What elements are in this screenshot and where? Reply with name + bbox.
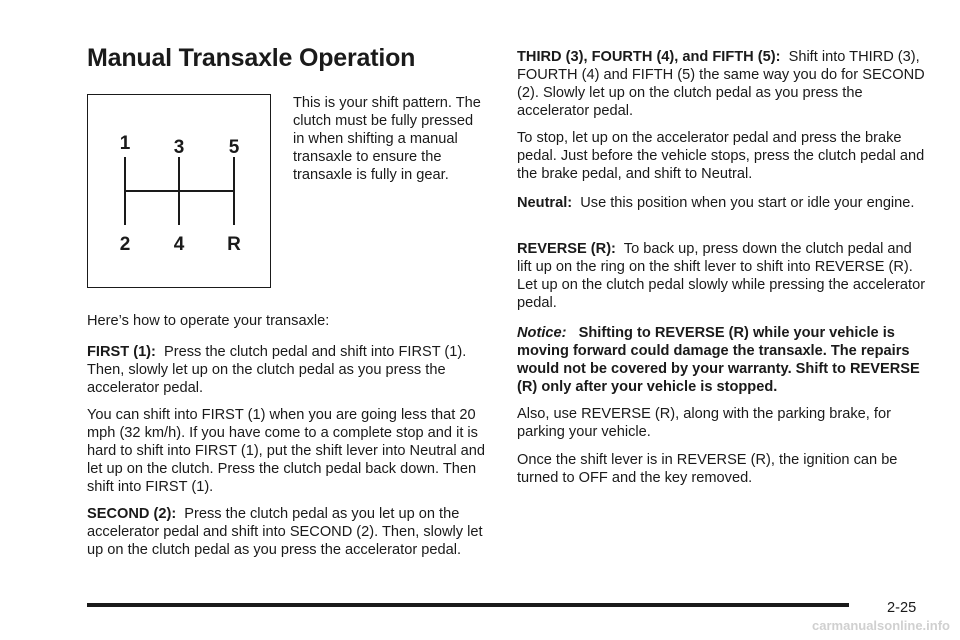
page-number: 2-25 <box>887 600 917 616</box>
page-title: Manual Transaxle Operation <box>87 44 416 72</box>
gear-label-3: 3 <box>173 137 185 158</box>
notice-paragraph <box>517 324 927 396</box>
ignition-paragraph: Once the shift lever is in REVERSE (R), the ignition can be turned to OFF and the key removed. <box>517 452 898 486</box>
third-fourth-fifth-label: THIRD (3), FOURTH (4), and FIFTH (5): <box>517 49 781 65</box>
footer-rule <box>87 603 849 607</box>
notice-label: Notice: <box>517 325 567 341</box>
first-gear-note: You can shift into FIRST (1) when you are going less that 20 mph (32 km/h). If you have come to a complete stop and it is hard to shift into FIRST (1), put the shift lever into Neutral and let up on the clutch. Press the clutch pedal back down. Then shift into FIRST (1). <box>87 407 486 495</box>
third-fourth-fifth-text: Shift into THIRD (3), FOURTH (4) and FIFTH (5) the same way you do for SECOND (2). Slowly let up on the clutch pedal as you press the accelerator pedal. <box>517 49 925 119</box>
second-gear-text: Press the clutch pedal as you let up on the accelerator pedal and shift into SECOND (2). Then, slowly let up on the clutch pedal as you press the accelerator pedal. <box>87 506 483 558</box>
neutral-label: Neutral: <box>517 195 573 211</box>
reverse-paragraph <box>517 240 927 312</box>
notice-text: Shifting to REVERSE (R) while your vehicle is moving forward could damage the transaxle. The repairs would not be covered by your warranty. Shift to REVERSE (R) only after your vehicle is stopped. <box>517 325 920 395</box>
gear-label-r: R <box>227 234 241 255</box>
second-gear-label: SECOND (2): <box>87 506 177 522</box>
gear-label-1: 1 <box>119 133 131 154</box>
neutral-text: Use this position when you start or idle your engine. <box>580 195 915 211</box>
second-gear-paragraph <box>87 505 497 559</box>
intro-text: Here’s how to operate your transaxle: <box>87 313 330 329</box>
shift-pattern-svg <box>88 95 272 289</box>
gear-label-2: 2 <box>119 234 131 255</box>
parking-paragraph: Also, use REVERSE (R), along with the parking brake, for parking your vehicle. <box>517 406 891 440</box>
first-gear-paragraph <box>87 343 487 397</box>
first-gear-label: FIRST (1): <box>87 344 156 360</box>
first-gear-text: Press the clutch pedal and shift into FIRST (1). Then, slowly let up on the clutch pedal as you press the accelerator pedal. <box>87 344 467 396</box>
gear-label-5: 5 <box>228 137 240 158</box>
diagram-caption: This is your shift pattern. The clutch must be fully pressed in when shifting a manual transaxle to ensure the transaxle is fully in gear. <box>293 95 481 183</box>
third-fourth-fifth-paragraph <box>517 48 927 120</box>
watermark: carmanualsonline.info <box>812 618 950 633</box>
reverse-label: REVERSE (R): <box>517 241 616 257</box>
shift-pattern-diagram <box>87 94 271 288</box>
stop-paragraph: To stop, let up on the accelerator pedal and press the brake pedal. Just before the vehicle stops, press the clutch pedal and the brake pedal, and shift to Neutral. <box>517 130 925 182</box>
reverse-text: To back up, press down the clutch pedal and lift up on the ring on the shift lever to shift into REVERSE (R). Let up on the clutch pedal slowly while pressing the accelerator pedal. <box>517 241 926 311</box>
neutral-paragraph <box>517 194 927 212</box>
gear-label-4: 4 <box>173 234 185 255</box>
